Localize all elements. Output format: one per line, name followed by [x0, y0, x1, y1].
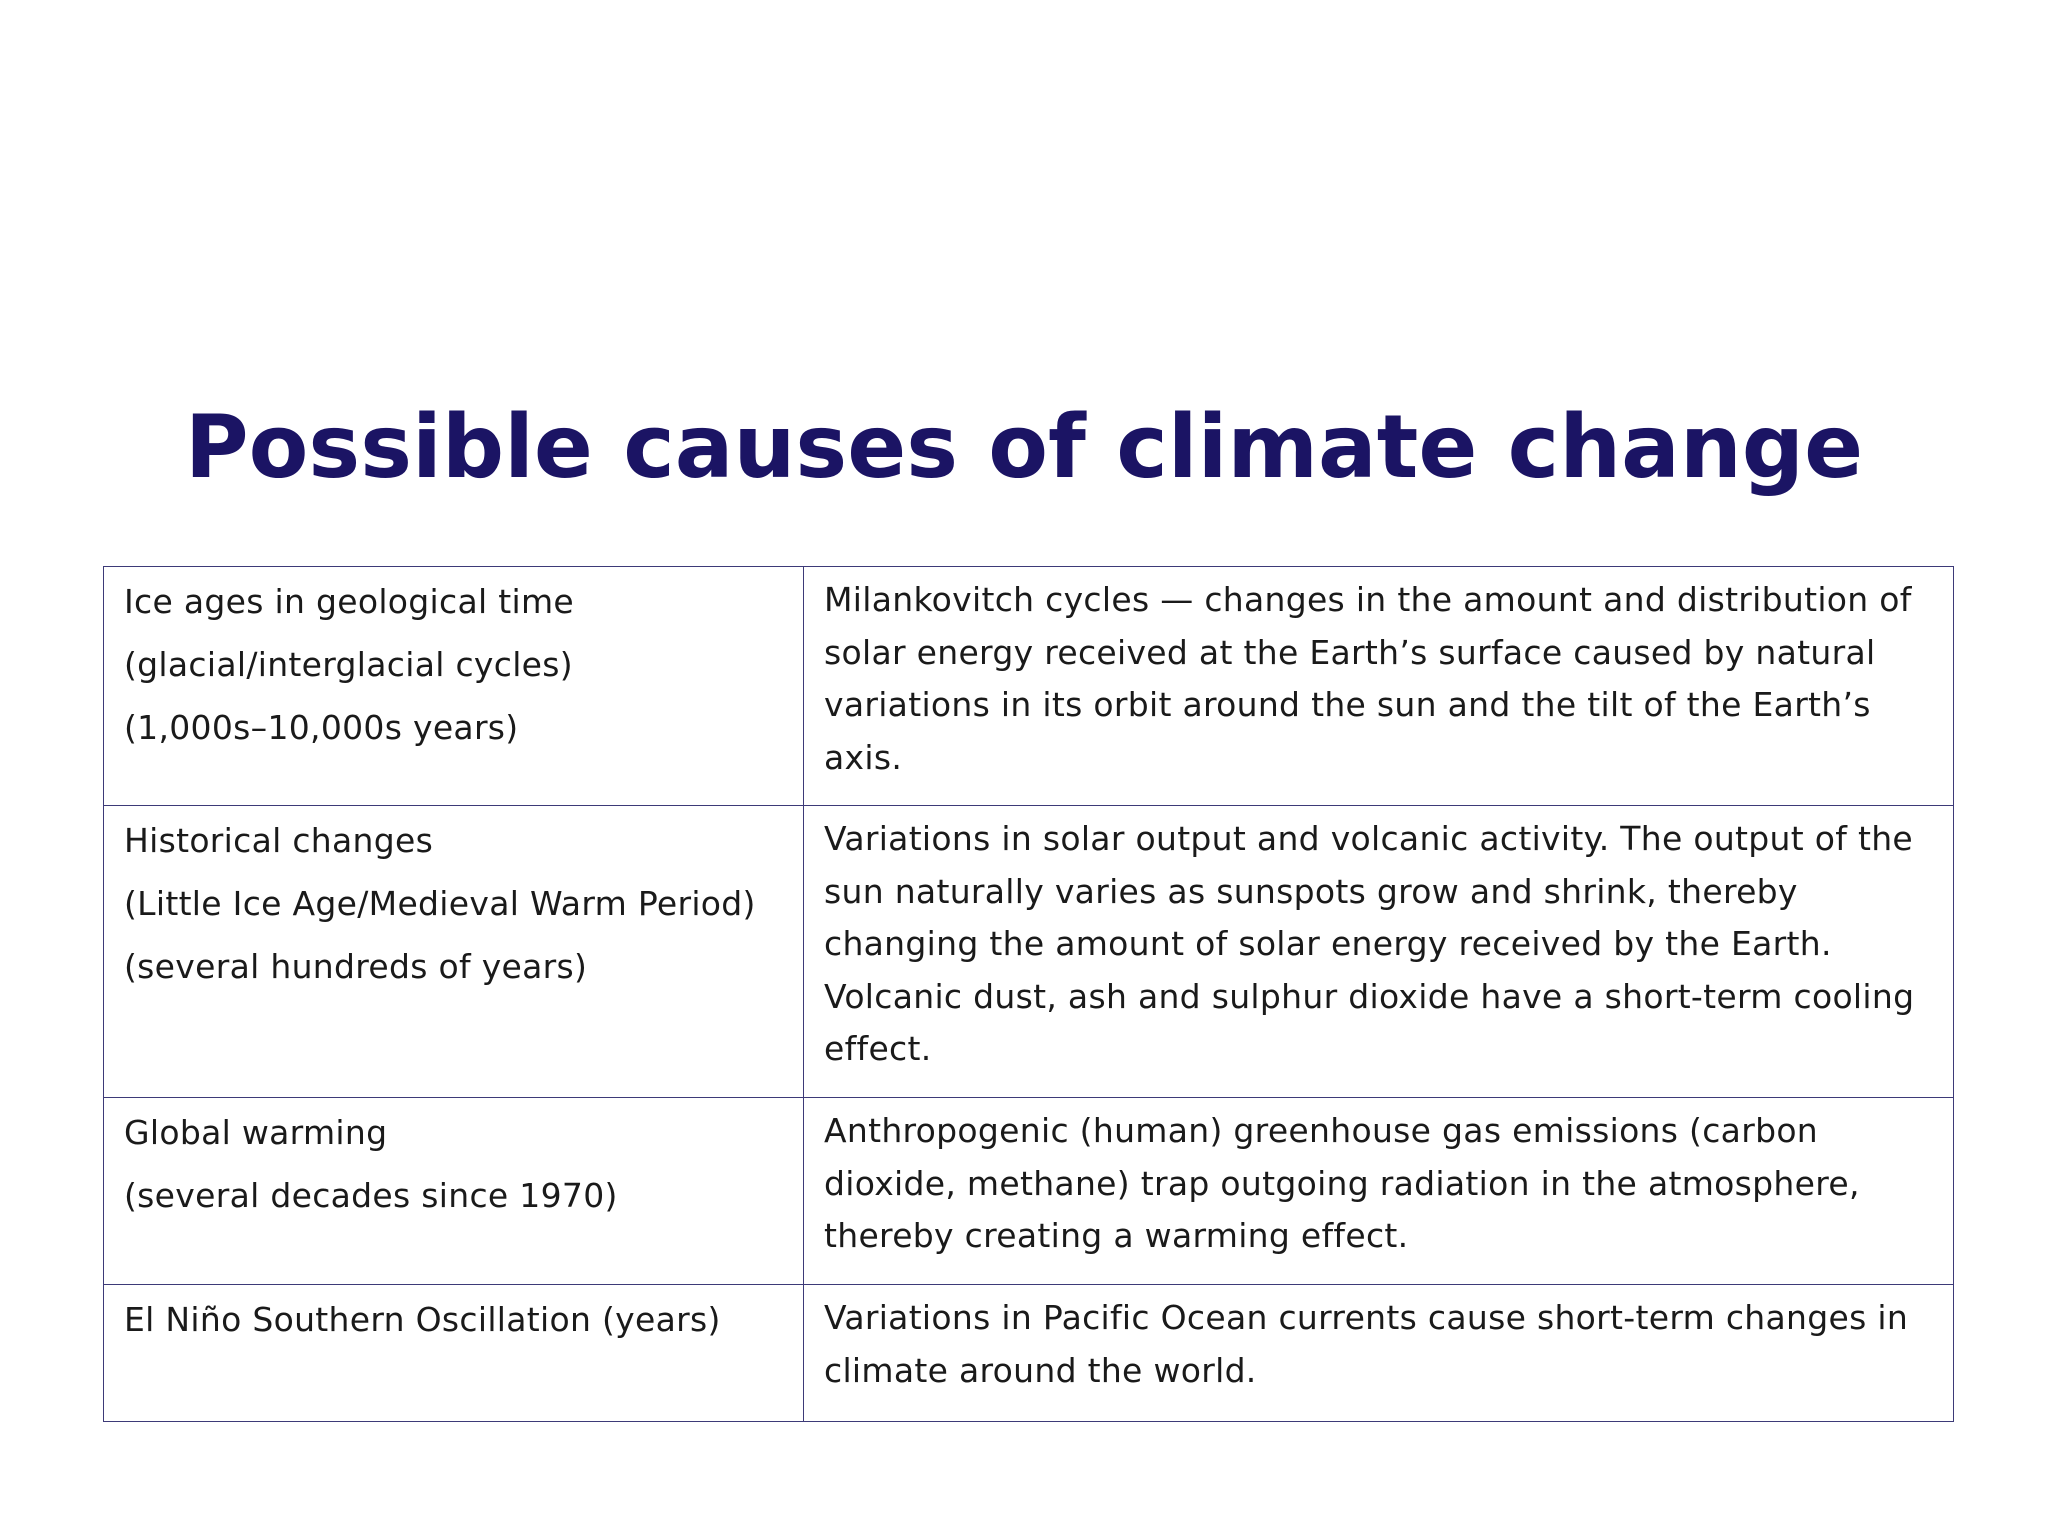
table-row	[104, 567, 1954, 806]
period-cell	[104, 1285, 804, 1422]
table-row	[104, 806, 1954, 1098]
period-timescale: (1,000s–10,000s years)	[124, 708, 519, 747]
cause-text: Anthropogenic (human) greenhouse gas emissions (carbon dioxide, methane) trap outgoing radiation in the atmosphere, thereby creating a warming effect.	[824, 1111, 1860, 1255]
period-name: Ice ages in geological time	[124, 582, 574, 621]
period-timescale: (several decades since 1970)	[124, 1176, 618, 1215]
causes-table	[103, 566, 1954, 1422]
cause-text: Milankovitch cycles — changes in the amount and distribution of solar energy received at the Earth’s surface caused by natural variations in its orbit around the sun and the tilt of the Earth’s axis.	[824, 580, 1912, 777]
period-detail: (glacial/interglacial cycles)	[124, 645, 573, 684]
cause-cell	[804, 1098, 1954, 1285]
period-name: Global warming	[124, 1113, 388, 1152]
cause-cell	[804, 567, 1954, 806]
cause-text: Variations in solar output and volcanic activity. The output of the sun naturally varies as sunspots grow and shrink, thereby changing the amount of solar energy received by the Earth. Volcanic dust, ash and sulphur dioxide have a short-term cooling effect.	[824, 819, 1915, 1068]
cause-text: Variations in Pacific Ocean currents cause short-term changes in climate around the world.	[824, 1298, 1909, 1390]
period-name: El Niño Southern Oscillation (years)	[124, 1300, 721, 1339]
table-row	[104, 1098, 1954, 1285]
cause-cell	[804, 1285, 1954, 1422]
period-detail: (Little Ice Age/Medieval Warm Period)	[124, 884, 756, 923]
period-name: Historical changes	[124, 821, 434, 860]
period-cell	[104, 1098, 804, 1285]
period-timescale: (several hundreds of years)	[124, 947, 588, 986]
period-cell	[104, 567, 804, 806]
cause-cell	[804, 806, 1954, 1098]
table-row	[104, 1285, 1954, 1422]
slide-title: Possible causes of climate change	[184, 396, 1864, 498]
period-cell	[104, 806, 804, 1098]
